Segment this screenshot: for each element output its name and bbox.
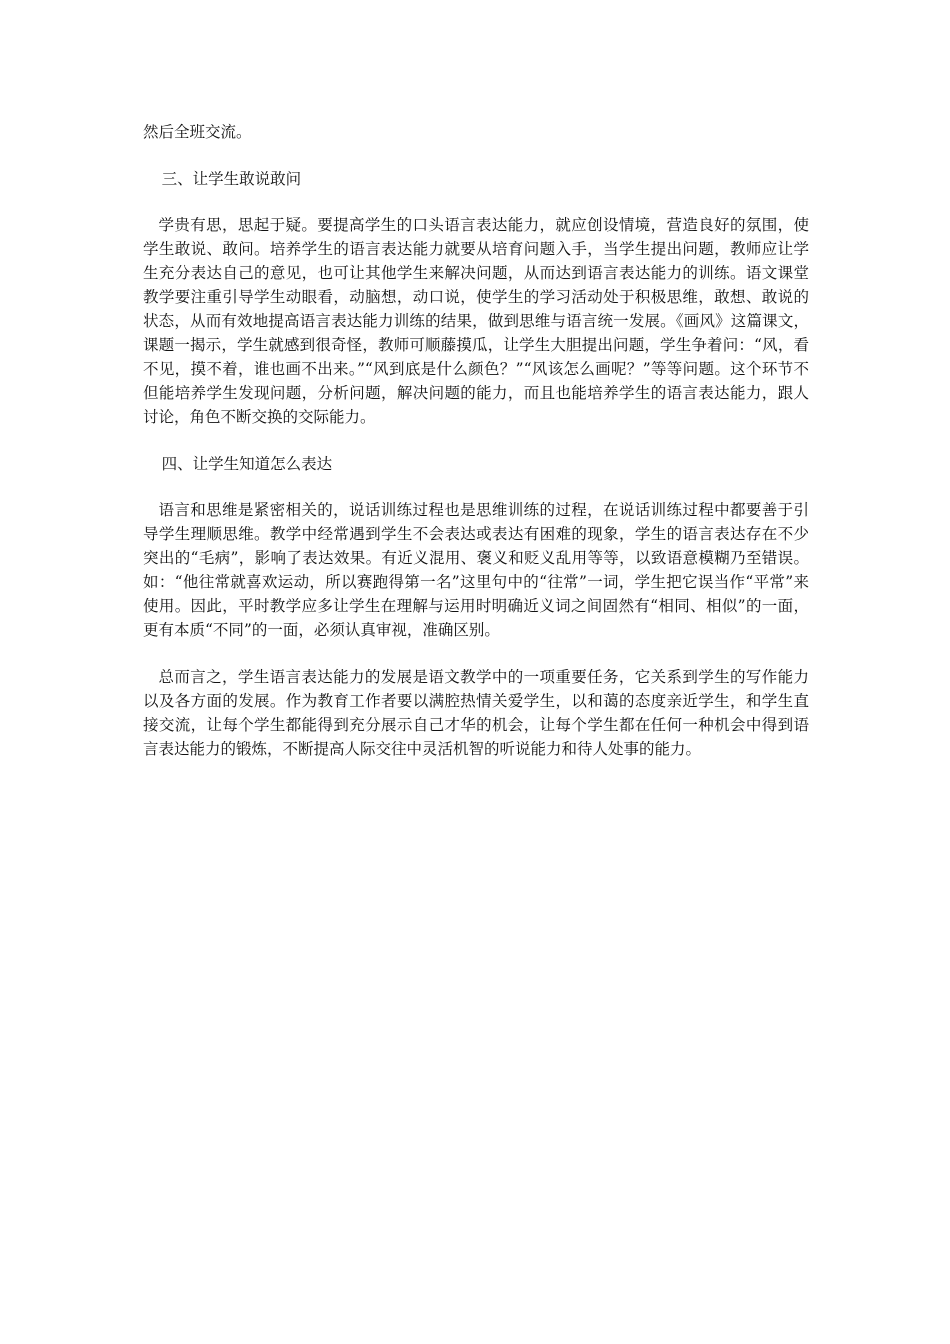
spacer <box>143 144 809 167</box>
spacer <box>143 429 809 452</box>
spacer <box>143 191 809 213</box>
section-4-paragraph: 语言和思维是紧密相关的，说话训练过程也是思维训练的过程，在说话训练过程中都要善于引导学生理顺思维。教学中经常遇到学生不会表达或表达有困难的现象，学生的语言表达存在不少突出的“毛病”，影响了表达效果。有近义混用、褒义和贬义乱用等等，以致语意模糊乃至错误。如：“他往常就喜欢运动，所以赛跑得第一名”这里句中的“往常”一词，学生把它误当作“平常”来使用。因此，平时教学应多让学生在理解与运用时明确近义词之间固然有“相同、相似”的一面，更有本质“不同”的一面，必须认真审视，准确区别。 <box>143 501 809 639</box>
section-3-paragraph: 学贵有思，思起于疑。要提高学生的口头语言表达能力，就应创设情境，营造良好的氛围，使学生敢说、敢问。培养学生的语言表达能力就要从培育问题入手，当学生提出问题，教师应让学生充分表达自己的意见，也可让其他学生来解决问题，从而达到语言表达能力的训练。语文课堂教学要注重引导学生动眼看，动脑想，动口说，使学生的学习活动处于积极思维，敢想、敢说的状态，从而有效地提高语言表达能力训练的结果，做到思维与语言统一发展。《画风》这篇课文，课题一揭示，学生就感到很奇怪，教师可顺藤摸瓜，让学生大胆提出问题，学生争着问：“风，看不见，摸不着，谁也画不出来。”“风到底是什么颜色？”“风该怎么画呢？”等等问题。这个环节不但能培养学生发现问题，分析问题，解决问题的能力，而且也能培养学生的语言表达能力，跟人讨论，角色不断交换的交际能力。 <box>143 216 809 426</box>
document-page <box>143 120 809 761</box>
section-3-heading: 三、让学生敢说敢问 <box>161 170 302 188</box>
spacer <box>143 476 809 498</box>
continuation-paragraph: 然后全班交流。 <box>143 123 252 141</box>
conclusion-paragraph: 总而言之，学生语言表达能力的发展是语文教学中的一项重要任务，它关系到学生的写作能力以及各方面的发展。作为教育工作者要以满腔热情关爱学生，以和蔼的态度亲近学生，和学生直接交流，让每个学生都能得到充分展示自己才华的机会，让每个学生都在任何一种机会中得到语言表达能力的锻炼，不断提高人际交往中灵活机智的听说能力和待人处事的能力。 <box>143 668 809 758</box>
section-4-heading: 四、让学生知道怎么表达 <box>161 455 333 473</box>
spacer <box>143 642 809 665</box>
